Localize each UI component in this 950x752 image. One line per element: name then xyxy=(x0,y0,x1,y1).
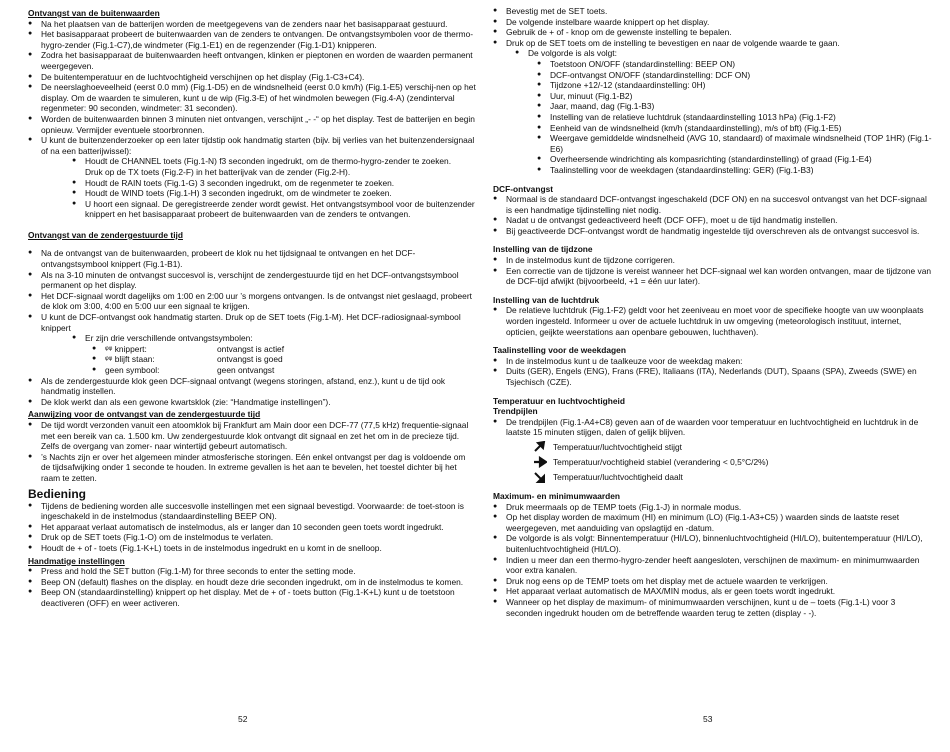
setting-item: ● Toetstoon ON/OFF (standardinstelling: BEEP ON) xyxy=(537,58,736,69)
symbol-row: ● ᵠᵠ blijft staan: ontvangst is goed xyxy=(92,354,283,365)
list-item: ● Het DCF-signaal wordt dagelijks om 1:00 en 2:00 uur ’s morgens ontvangen. Is de ontvangst niet geslaagd, probeert de klok om 3:00, 4:00 en 5:00 uur een signaal te krijgen. xyxy=(28,290,472,312)
list-item: ● In de instelmodus kunt u de taalkeuze voor de weekdag maken: xyxy=(493,355,743,366)
radio-tower-icon: ᵠᵠ xyxy=(105,354,113,365)
list-item: ● Tijdens de bediening worden alle succesvolle instellingen met een signaal bevestigd. Voorwaarde: de toet-stoon is ingeschakeld in de instelmodus (standaardinstelling BEEP ON). xyxy=(28,500,464,522)
list-item: ● In de instelmodus kunt de tijdzone corrigeren. xyxy=(493,255,675,266)
list-item: ● Houdt de + of - toets (Fig.1-K+L) toets in de instelmodus ingedrukt en u komt in de snelloop. xyxy=(28,542,382,553)
sub-list-item: ● Er zijn drie verschillende ontvangstsymbolen: xyxy=(72,333,253,344)
list-item: ● Zodra het basisapparaat de buitenwaarden heeft ontvangen, klinken er pieptonen en worden de waarden permanent weergegeven. xyxy=(28,50,473,71)
setting-item: ● Instelling van de relatieve luchtdruk (standaardinstelling 1013 hPa) (Fig.1-F2) xyxy=(537,111,836,122)
sub-list-item: Druk op de TX toets (Fig.2-F) in het batterijvak van de zender (Fig.2-H). xyxy=(85,166,351,177)
list-item: ● Press and hold the SET button (Fig.1-M) for three seconds to enter the setting mode. xyxy=(28,566,356,577)
page-number-left: 52 xyxy=(238,714,248,724)
symbol-row: ● ᵠᵠ knippert: ontvangst is actief xyxy=(92,343,285,354)
list-item: ● Bij geactiveerde DCF-ontvangst wordt de handmatig ingestelde tijd overschreven als de ontvangst succesvol is. xyxy=(493,225,920,236)
list-item: ● Op het display worden de maximum (HI) en minimum (LO) (Fig.1-A3+C5) ) waarden sinds de laatste reset weergegeven, met aanduiding van opslagtijd en -datum. xyxy=(493,512,900,533)
list-item: ● Druk op de SET toets (Fig.1-O) om de instelmodus te verlaten. xyxy=(28,532,274,543)
trend-row-stable: Temperatuur/vochtigheid stabiel (verandering < 0,5°C/2%) xyxy=(533,456,933,468)
list-item: ● Als na 3-10 minuten de ontvangst succesvol is, verschijnt de zendergestuurde tijd en het DCF-ontvangstsymbool permanent op het display. xyxy=(28,269,459,291)
arrow-up-right-icon xyxy=(533,441,547,453)
section-title-manual-settings: Handmatige instellingen xyxy=(28,555,125,566)
list-item: ● De klok werkt dan als een gewone kwartsklok (zie: “Handmatige instellingen”). xyxy=(28,396,331,407)
list-item: ● Als de zendergestuurde klok geen DCF-signaal ontvangt (wegens storingen, afstand, enz.), kunt u de tijd ook handmatig instellen. xyxy=(28,375,446,397)
list-item: ● Beep ON (standaardinstelling) knippert op het display. Met de + of - toets button (Fig.1-K+L) kunt u de toetstoon deactiveren (OFF) en weer activeren. xyxy=(28,587,455,608)
section-title-operation: Bediening xyxy=(28,486,87,501)
list-item: ● ’s Nachts zijn er over het algemeen minder atmosferische storingen. Eén enkel ontvangst per dag is voldoende om de tijdsafwijking onder 1 seconde te houden. In extreme gevallen is het aan te bevelen, het toestel dichter bij het raam te zetten. xyxy=(28,451,466,483)
list-item: ● De trendpijlen (Fig.1-A4+C8) geven aan of de waarden voor temperatuur en luchtvochtigheid en luchtdruk in de laatste 15 minuten stijgen, dalen of gelijk blijven. xyxy=(493,416,919,438)
list-item: ● Nadat u de ontvangst gedeactiveerd heeft (DCF OFF), moet u de tijd handmatig instellen. xyxy=(493,215,838,226)
setting-item: ● Overheersende windrichting als kompasrichting (standardinstelling) of graad (Fig.1-E4) xyxy=(537,154,872,165)
trend-row-rising: Temperatuur/luchtvochtigheid stijgt xyxy=(533,441,933,453)
sub-list-item: ● Houdt de WIND toets (Fig.1-H) 3 seconden ingedrukt, om de windmeter te zoeken. xyxy=(72,188,392,199)
sub-list-item: ● Houdt de RAIN toets (Fig.1-G) 3 seconden ingedrukt, om de regenmeter te zoeken. xyxy=(72,177,395,188)
setting-item: ● Uur, minuut (Fig.1-B2) xyxy=(537,90,633,101)
section-title-outdoor-reception: Ontvangst van de buitenwaarden xyxy=(28,8,160,18)
list-item: ● De buitentemperatuur en de luchtvochtigheid verschijnen op het display (Fig.1-C3+C4). xyxy=(28,71,365,82)
setting-item: ● Weergave gemiddelde windsnelheid (AVG 10, standaard) of maximale windsnelheid (TOP 1HR) (Fig.1-E6) xyxy=(537,133,932,154)
setting-item: ● Eenheid van de windsnelheid (km/h (standaardinstelling), m/s of bft) (Fig.1-E5) xyxy=(537,122,842,133)
setting-item: ● Tijdzone +12/-12 (standaardinstelling: 0H) xyxy=(537,80,706,91)
list-item: ● De neerslaghoeveelheid (eerst 0.0 mm) (Fig.1-D5) en de windsnelheid (eerst 0.0 km/h) (Fig.1-E5) verschij-nen op het display. Om de waarden te simuleren, kunt u de wip (Fig.3-E) of het windmolen bewegen (Fig.4-A) (zendinterval regenmeter: 90 seconden, windmeter: 31 seconden). xyxy=(28,82,476,114)
list-item: ● Een correctie van de tijdzone is vereist wanneer het DCF-signaal wel kan worden ontvangen, maar de tijdzone van de DCF-tijd afwijkt (bijvoorbeeld, +1 = één uur later). xyxy=(493,265,932,287)
list-item: ● Gebruik de + of - knop om de gewenste instelling te bepalen. xyxy=(493,27,732,38)
setting-item: ● Jaar, maand, dag (Fig.1-B3) xyxy=(537,101,655,112)
list-item: ● De volgende instelbare waarde knippert op het display. xyxy=(493,16,710,27)
list-item: ● Het apparaat verlaat automatisch de instelmodus, als er langer dan 10 seconden geen toets wordt ingedrukt. xyxy=(28,521,444,532)
setting-item: ● DCF-ontvangst ON/OFF (standardinstelling: DCF ON) xyxy=(537,69,751,80)
list-item: ● Beep ON (default) flashes on the display. en houdt deze drie seconden ingedrukt, om in de instelmodus te komen. xyxy=(28,576,464,587)
list-item: ● U kunt de buitenzenderzoeker op een later tijdstip ook handmatig starten (bijv. bij verlies van het buitenzendersignaal of na een batterijwissel): xyxy=(28,135,475,156)
symbol-row: ● geen symbool: geen ontvangst xyxy=(92,365,275,375)
section-title-temperature: Temperatuur en luchtvochtigheid xyxy=(493,395,625,406)
arrow-down-right-icon xyxy=(533,471,547,483)
setting-item: ● Taalinstelling voor de weekdagen (standaardinstelling: GER) (Fig.1-B3) xyxy=(537,164,814,175)
list-item: ● Het apparaat verlaat automatisch de MAX/MIN modus, als er geen toets wordt ingedrukt. xyxy=(493,586,836,597)
list-item: ● De tijd wordt verzonden vanuit een atoomklok bij Frankfurt am Main door een DCF-77 (77,5 kHz) frequentie-signaal met een bereik van ca. 1.500 km. Uw zendergestuurde klok ontvangt dit signaal en zet het om in de precieze tijd. Zelfs de overgang van zomer- naar wintertijd gebeurt automatisch. xyxy=(28,419,469,452)
list-item: ● Indien u meer dan een thermo-hygro-zender heeft aangesloten, verschijnen de maximum- en minimumwaarden voor extra kanalen. xyxy=(493,554,920,576)
list-item: ● Bevestig met de SET toets. xyxy=(493,6,608,16)
section-title-dcf: DCF-ontvangst xyxy=(493,183,554,194)
section-title-pressure: Instelling van de luchtdruk xyxy=(493,294,600,305)
list-item: ● Het basisapparaat probeert de buitenwaarden van de zenders te ontvangen. De ontvangstsymbolen voor de thermo-hygro-zender (Fig.1-C7),de windmeter (Fig.1-E1) en de regenzender (Fig.1-D1) knipperen. xyxy=(28,29,474,50)
page-number-right: 53 xyxy=(703,714,713,724)
list-item: ● Druk meermaals op de TEMP toets (Fig.1-J) in normale modus. xyxy=(493,501,742,512)
section-title-language: Taalinstelling voor de weekdagen xyxy=(493,345,626,356)
list-item: ● Duits (GER), Engels (ENG), Frans (FRE), Italiaans (ITA), Nederlands (DUT), Spaans (SPA), Zweeds (SWE) en Tsjechisch (CZE). xyxy=(493,366,917,387)
list-item: ● De relatieve luchtdruk (Fig.1-F2) geldt voor het zeeniveau en moet voor de specifieke hoogte van uw woonplaats worden ingesteld. Informeer u over de actuele luchtdruk in uw omgeving (meteorologisch instituut, internet, opticien, geijkte weerstations aan openbare gebouwen, luchthaven). xyxy=(493,305,924,337)
list-item: ● Worden de buitenwaarden binnen 3 minuten niet ontvangen, verschijnt „- -“ op het display. Test de batterijen en begin opnieuw. Vermijder eventuele stoorbronnen. xyxy=(28,113,475,135)
sub-list-item: ● De volgorde is als volgt: xyxy=(515,48,617,59)
section-title-timezone: Instelling van de tijdzone xyxy=(493,244,593,255)
arrow-right-icon xyxy=(533,456,547,468)
list-item: ● Na de ontvangst van de buitenwaarden, probeert de klok nu het tijdsignaal te ontvangen en het DCF-ontvangstsymbool knippert (Fig.1-B1). xyxy=(28,248,416,270)
subsection-title-trend: Trendpijlen xyxy=(493,406,538,417)
sub-list-item: ● U hoort een signaal. De geregistreerde zender wordt gewist. Het ontvangstsymbool voor de buitenzender knippert en het basisapparaat probeert de buitenwaarden van de zenders te ontvangen. xyxy=(72,198,475,220)
trend-row-falling: Temperatuur/luchtvochtigheid daalt xyxy=(533,471,933,483)
list-item: ● U kunt de DCF-ontvangst ook handmatig starten. Druk op de SET toets (Fig.1-M). Het DCF-radiosignaal-symbool knippert xyxy=(28,312,461,333)
sub-list-item: ● Houdt de CHANNEL toets (Fig.1-N) f3 seconden ingedrukt, om de thermo-hygro-zender te zoeken. xyxy=(72,156,452,167)
list-item: ● De volgorde is als volgt: Binnentemperatuur (HI/LO), binnenluchtvochtigheid (HI/LO), buitentemperatuur (HI/LO), buitenluchtvochtigheid (HI/LO). xyxy=(493,533,923,554)
section-title-reception-notes: Aanwijzing voor de ontvangst van de zendergestuurde tijd xyxy=(28,409,261,420)
section-title-maxmin: Maximum- en minimumwaarden xyxy=(493,490,621,501)
section-title-radio-time: Ontvangst van de zendergestuurde tijd xyxy=(28,229,183,240)
list-item: ● Wanneer op het display de maximum- of minimumwaarden verschijnen, kunt u de – toets (Fig.1-L) voor 3 seconden ingedrukt houden om de betreffende waarden terug te zetten (display - -). xyxy=(493,596,896,618)
list-item: ● Na het plaatsen van de batterijen worden de meetgegevens van de zenders naar het basisapparaat gestuurd. xyxy=(28,18,448,29)
list-item: ● Druk nog eens op de TEMP toets om het display met de actuele waarden te verkrijgen. xyxy=(493,575,828,586)
list-item: ● Normaal is de standaard DCF-ontvangst ingeschakeld (DCF ON) en na succesvol ontvangst van het DCF-signaal is een handmatige tijdinstelling niet nodig. xyxy=(493,194,927,215)
list-item: ● Druk op de SET toets om de instelling te bevestigen en naar de volgende waarde te gaan. xyxy=(493,37,840,48)
radio-tower-icon: ᵠᵠ xyxy=(105,343,113,354)
right-page xyxy=(493,6,933,618)
left-page xyxy=(28,6,476,608)
